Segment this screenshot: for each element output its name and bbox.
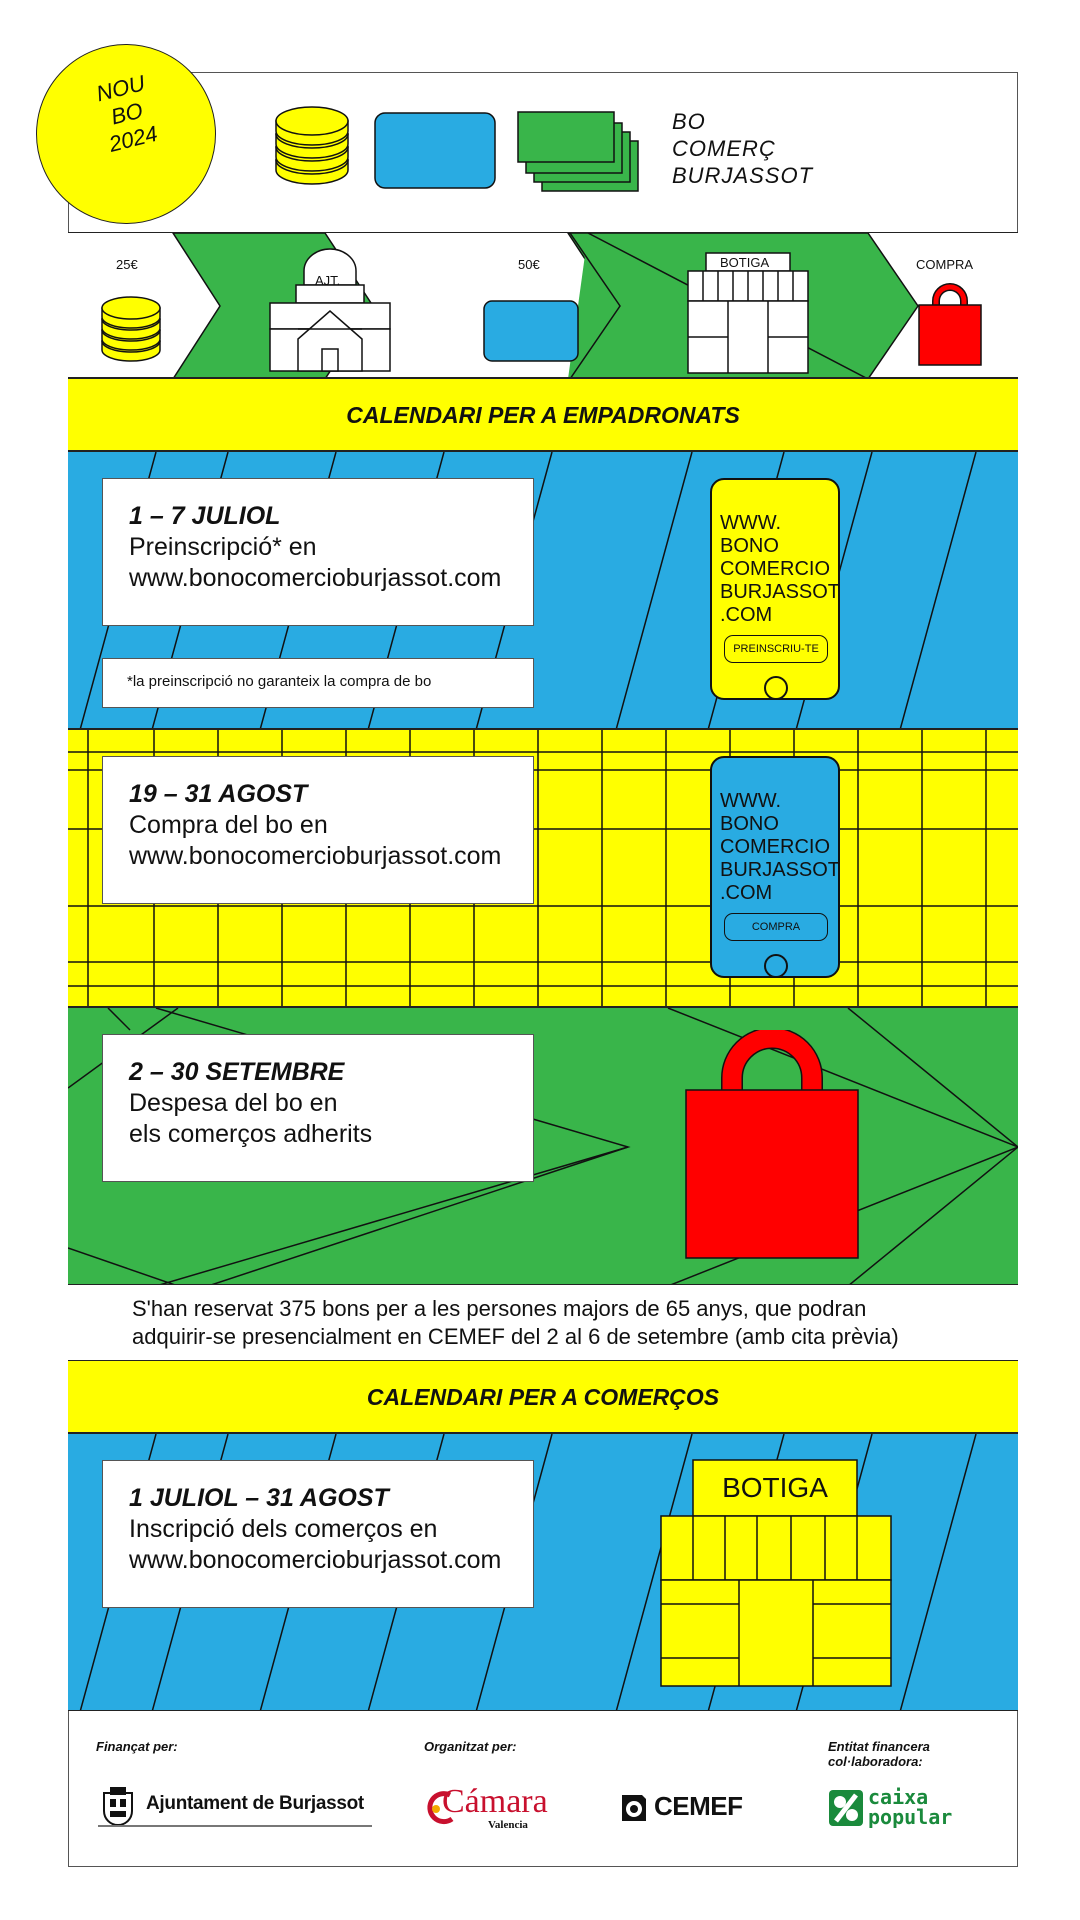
card-icon	[375, 113, 495, 188]
phone1-line-4: BURJASSOT	[720, 581, 841, 603]
organized-label: Organitzat per:	[424, 1739, 517, 1754]
funded-label: Finançat per:	[96, 1739, 178, 1754]
phone1-line-1: WWW.	[720, 512, 782, 534]
new-badge	[36, 44, 216, 224]
flow-coins-icon	[98, 293, 164, 369]
phone1-line-3: COMERCIO	[720, 558, 830, 580]
logo-camara-sub: Valencia	[488, 1819, 528, 1831]
purchase-date: 19 – 31 AGOST	[129, 780, 308, 808]
purchase-button[interactable]: COMPRA	[724, 913, 828, 941]
spend-line-1: Despesa del bo en	[129, 1089, 338, 1117]
preinscription-link[interactable]: www.bonocomercioburjassot.com	[129, 564, 502, 592]
seniors-notice-line-1: S'han reservat 375 bons per a les persones majors de 65 anys, que podran	[132, 1296, 867, 1321]
flow-label-50: 50€	[518, 257, 540, 272]
phone2-line-5: .COM	[720, 882, 773, 904]
shops-link[interactable]: www.bonocomercioburjassot.com	[129, 1546, 502, 1574]
spend-date: 2 – 30 SETEMBRE	[129, 1058, 345, 1086]
banknotes-icon	[518, 112, 638, 191]
card-purchase	[102, 756, 534, 904]
section-title-residents	[68, 378, 1018, 451]
coins-icon	[276, 107, 348, 184]
section-title-shops-text: CALENDARI PER A COMERÇOS	[366, 1384, 720, 1410]
logo-ajuntament-underline	[98, 1825, 372, 1827]
phone-purchase	[710, 756, 840, 978]
phone1-line-5: .COM	[720, 604, 773, 626]
flow-strip	[68, 232, 1018, 378]
phone-home-button	[764, 954, 788, 978]
shop-sign: BOTIGA	[722, 1472, 828, 1503]
preinscription-date: 1 – 7 JULIOL	[129, 502, 281, 530]
header-title-line-2: COMERÇ	[672, 136, 776, 161]
flow-label-buy: COMPRA	[916, 257, 974, 272]
logo-caixa-line-2: popular	[868, 1805, 953, 1829]
badge-line-2: BO	[108, 97, 146, 130]
logo-cemef: CEMEF	[654, 1791, 743, 1821]
shops-date: 1 JULIOL – 31 AGOST	[129, 1484, 389, 1512]
section-title-shops	[68, 1360, 1018, 1433]
header-title	[672, 108, 813, 189]
purchase-link[interactable]: www.bonocomercioburjassot.com	[129, 842, 502, 870]
town-hall-icon	[268, 247, 398, 377]
phone-preinscription	[710, 478, 840, 700]
burjassot-crest-icon	[98, 1785, 138, 1827]
footer	[68, 1711, 1018, 1867]
purchase-line-1: Compra del bo en	[129, 811, 328, 839]
card-spend	[102, 1034, 534, 1182]
shopping-bag-icon	[684, 1030, 860, 1262]
card-shops	[102, 1460, 534, 1608]
flow-bag-icon	[916, 279, 984, 369]
seniors-notice	[68, 1285, 1018, 1360]
partner-label-line-2: col·laboradora:	[828, 1754, 923, 1769]
header-icons	[270, 105, 650, 195]
section-title-residents-text: CALENDARI PER A EMPADRONATS	[346, 402, 740, 428]
logo-caixa-line-1: caixa	[868, 1785, 929, 1809]
flow-label-ajt: AJT.	[315, 273, 341, 288]
logo-camara: Cámara	[442, 1783, 548, 1820]
header-title-line-3: BURJASSOT	[672, 163, 814, 188]
caixa-popular-icon	[828, 1789, 864, 1827]
phone1-line-2: BONO	[720, 535, 779, 557]
preinscription-note	[102, 658, 534, 708]
partner-label-line-1: Entitat financera	[828, 1739, 930, 1754]
header-title-line-1: BO	[672, 109, 706, 134]
seniors-notice-line-2: adquirir-se presencialment en CEMEF del 2 al 6 de setembre (amb cita prèvia)	[132, 1324, 899, 1349]
phone-preinscription-text	[720, 512, 840, 627]
badge-line-3: 2024	[106, 120, 160, 157]
partner-label	[828, 1739, 930, 1769]
preinscribe-button[interactable]: PREINSCRIU-TE	[724, 635, 828, 663]
phone-home-button	[764, 676, 788, 700]
flow-label-25: 25€	[116, 257, 138, 272]
cemef-icon	[618, 1791, 650, 1825]
preinscription-note-text: *la preinscripció no garanteix la compra de bo	[127, 673, 432, 690]
shops-line-1: Inscripció dels comerços en	[129, 1515, 438, 1543]
flow-card-icon	[482, 299, 582, 365]
flow-label-shop: BOTIGA	[720, 255, 770, 270]
card-preinscription	[102, 478, 534, 626]
logo-ajuntament: Ajuntament de Burjassot	[146, 1793, 364, 1814]
badge-line-1: NOU	[93, 70, 148, 107]
logo-caixa	[868, 1787, 952, 1827]
phone2-line-4: BURJASSOT	[720, 859, 841, 881]
spend-line-2: els comerços adherits	[129, 1120, 373, 1148]
phone2-line-2: BONO	[720, 813, 779, 835]
phone2-line-3: COMERCIO	[720, 836, 830, 858]
phone-purchase-text	[720, 790, 840, 905]
phone2-line-1: WWW.	[720, 790, 782, 812]
preinscription-line-1: Preinscripció* en	[129, 533, 317, 561]
